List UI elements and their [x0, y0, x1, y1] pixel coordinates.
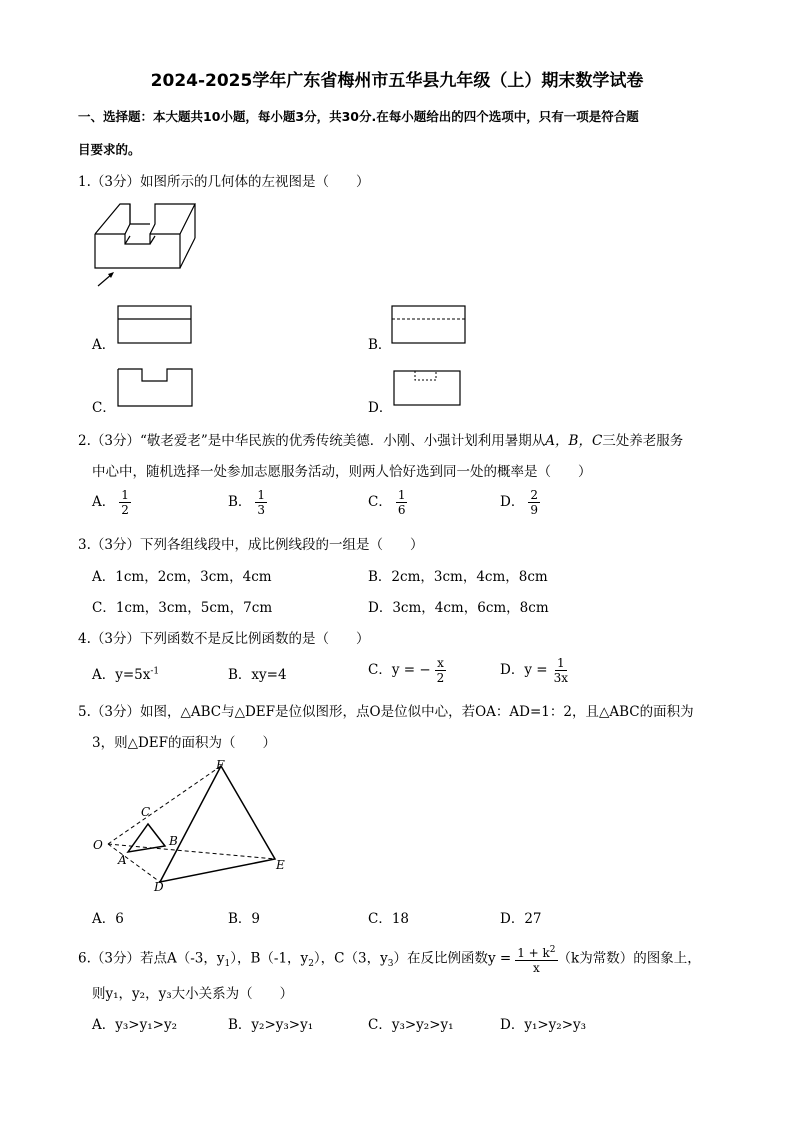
label-f: F: [216, 758, 225, 772]
q1-option-d-label: D．: [368, 400, 393, 416]
q2-option-b: B． $\frac{1}{3}$: [228, 488, 266, 517]
label-d: D: [154, 880, 164, 894]
page-title: 2024-2025学年广东省梅州市五华县九年级（上）期末数学试卷: [150, 71, 644, 91]
q2-option-a: A． $\frac{1}{2}$: [92, 488, 129, 517]
q2-stem-line1: 2.（3分）“敬老爱老”是中华民族的优秀传统美德．小刚、小强计划利用暑期从A，B，C三处养老服务: [78, 433, 684, 449]
q6-option-d: D．y₁>y₂>y₃: [500, 1017, 587, 1033]
q4-stem: 4.（3分）下列函数不是反比例函数的是（ ）: [78, 631, 370, 647]
label-b: B: [169, 834, 178, 848]
label-e: E: [276, 858, 285, 872]
q3-option-b: B．2cm，3cm，4cm，8cm: [368, 569, 548, 585]
section-heading-line1: 一、选择题：本大题共10小题，每小题3分，共30分.在每小题给出的四个选项中，只有一项是符合题: [78, 109, 639, 124]
q4-option-d: D．y = $\frac{1}{3x}$: [500, 656, 568, 685]
q6-stem-line1: 6.（3分）若点A（-3，$y_1$），B（-1，$y_2$），C（3，$y_3$）在反比例函数y = $\frac{1 + k^2}{x}$ （k为常数）的图象上，: [78, 945, 701, 975]
q3-option-d: D．3cm，4cm，6cm，8cm: [368, 600, 549, 616]
q4-option-c: C．y = − $\frac{x}{2}$: [368, 656, 445, 685]
q3-option-a: A．1cm，2cm，3cm，4cm: [92, 569, 272, 585]
q1-option-a-label: A．: [92, 337, 116, 353]
section-heading-line2: 目要求的。: [78, 142, 141, 157]
q4-option-a: A．$y=5x^{-1}$: [92, 666, 160, 683]
q5-option-d: D．27: [500, 911, 542, 927]
q1-solid-figure: [90, 196, 210, 290]
q2-option-d: D． $\frac{2}{9}$: [500, 488, 538, 517]
q5-option-b: B．9: [228, 911, 261, 927]
q4-option-b: B．xy=4: [228, 667, 287, 683]
q6-option-c: C．y₃>y₂>y₁: [368, 1017, 454, 1033]
q6-option-b: B．y₂>y₃>y₁: [228, 1017, 314, 1033]
q3-stem: 3.（3分）下列各组线段中，成比例线段的一组是（ ）: [78, 537, 424, 553]
q2-stem-line2: 中心中，随机选择一处参加志愿服务活动，则两人恰好选到同一处的概率是（ ）: [92, 464, 592, 480]
q5-option-c: C．18: [368, 911, 410, 927]
q2-option-c: C． $\frac{1}{6}$: [368, 488, 406, 517]
q1-stem: 1.（3分）如图所示的几何体的左视图是（ ）: [78, 174, 370, 190]
q5-stem-line1: 5.（3分）如图，△ABC与△DEF是位似图形，点O是位似中心，若OA：AD=1：2，且△ABC的面积为: [78, 704, 694, 720]
q6-option-a: A．y₃>y₁>y₂: [92, 1017, 177, 1033]
q5-stem-line2: 3，则△DEF的面积为（ ）: [92, 735, 277, 751]
label-c: C: [141, 805, 151, 819]
q1-option-a-figure: [117, 305, 193, 345]
q1-option-b-label: B．: [368, 337, 392, 353]
q3-option-c: C．1cm，3cm，5cm，7cm: [92, 600, 273, 616]
q5-option-a: A．6: [92, 911, 124, 927]
q1-option-c-label: C．: [92, 400, 116, 416]
q6-stem-line2: 则y₁，y₂，y₃大小关系为（ ）: [92, 986, 294, 1002]
q1-option-d-figure: [393, 370, 463, 408]
q1-option-c-figure: [117, 368, 195, 408]
q1-option-b-figure: [391, 305, 467, 345]
label-a: A: [118, 853, 127, 867]
label-o: O: [93, 838, 103, 852]
q5-figure: [90, 756, 300, 896]
